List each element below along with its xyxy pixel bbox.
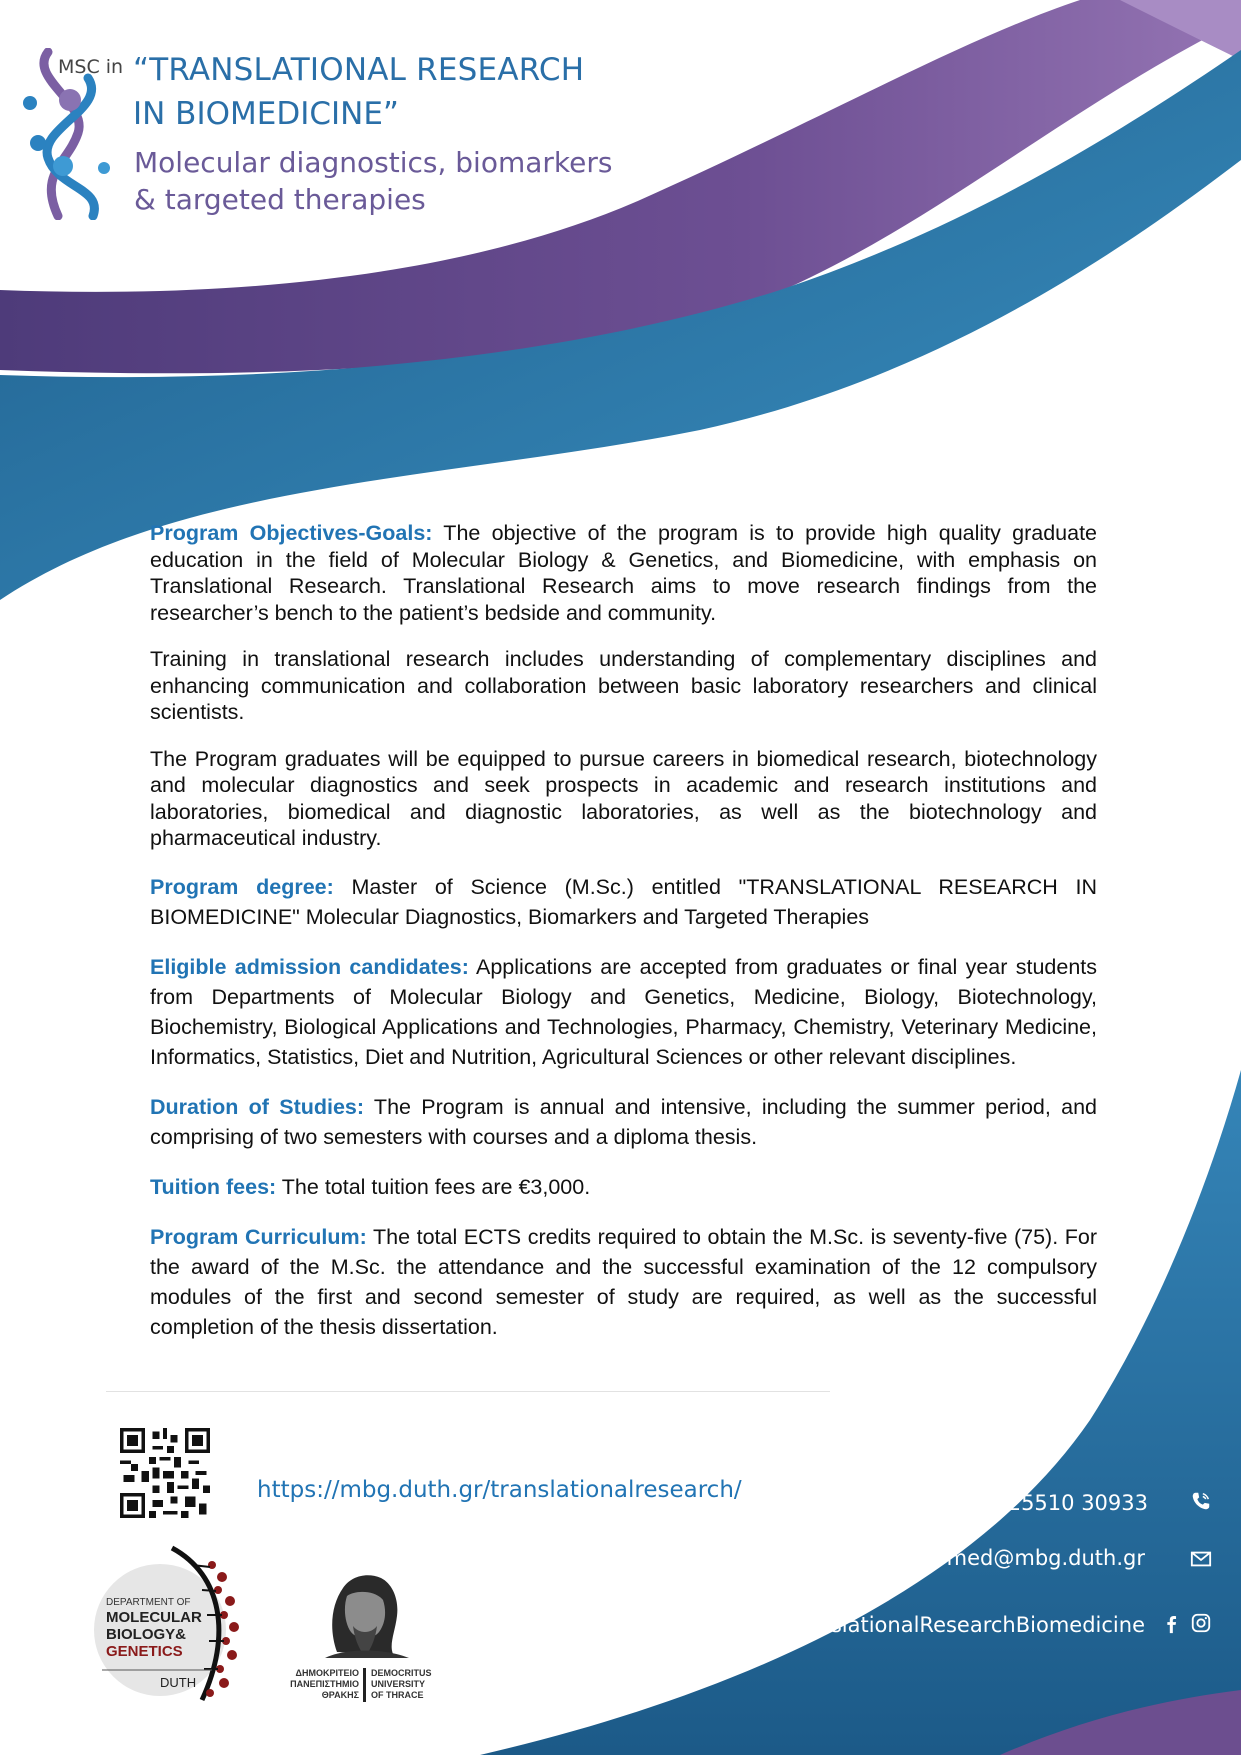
facebook-icon[interactable]	[1160, 1613, 1182, 1635]
duth-english-name	[371, 1668, 432, 1701]
department-logo	[92, 1545, 257, 1705]
objectives-label: Program Objectives-Goals:	[150, 521, 433, 545]
msc-label: MSC in	[58, 56, 124, 78]
duth-greek-name	[287, 1668, 359, 1701]
curriculum-label: Program Curriculum:	[150, 1224, 367, 1249]
objectives-paragraph	[150, 520, 1097, 626]
degree-paragraph	[150, 872, 1097, 932]
duration-text: The Program is annual and intensive, including the summer period, and comprising of two semesters with courses and a diploma thesis.	[150, 1094, 1097, 1149]
phone-number[interactable]: +30 25510 30933	[956, 1491, 1148, 1515]
tuition-text: The total tuition fees are €3,000.	[276, 1174, 591, 1199]
email-icon	[1190, 1548, 1212, 1570]
duth-english-line2: UNIVERSITY	[371, 1679, 426, 1689]
graduates-paragraph: The Program graduates will be equipped to pursue careers in biomedical research, biotechnology and molecular diagnostics and seek prospects in academic and research institutions and laboratories, biomedical and diagnostic laboratories, as well as the biotechnology and pharmaceutical industry.	[150, 746, 1097, 850]
footer-divider	[106, 1391, 830, 1392]
duth-english-line1: DEMOCRITUS	[371, 1668, 432, 1678]
dept-logo-line5: DUTH	[160, 1675, 197, 1690]
dept-logo-line1: DEPARTMENT OF	[106, 1597, 191, 1608]
tuition-label: Tuition fees:	[150, 1174, 277, 1199]
duth-greek-line2: ΠΑΝΕΠΙΣΤΗΜΙΟ	[290, 1679, 359, 1689]
curriculum-paragraph	[150, 1222, 1097, 1342]
duth-english-line3: OF THRACE	[371, 1690, 424, 1700]
qr-code[interactable]	[120, 1428, 210, 1518]
dept-logo-line2: MOLECULAR	[106, 1609, 202, 1626]
phone-icon	[1190, 1490, 1212, 1512]
social-handle-link[interactable]: /TranslationalResearchBiomedicine	[779, 1613, 1145, 1637]
duration-paragraph	[150, 1092, 1097, 1152]
duth-greek-line3: ΘΡΑΚΗΣ	[321, 1690, 359, 1700]
program-description	[150, 520, 1097, 1362]
duth-greek-line1: ΔΗΜΟΚΡΙΤΕΙΟ	[295, 1668, 359, 1678]
eligible-paragraph	[150, 952, 1097, 1072]
degree-label: Program degree:	[150, 874, 334, 899]
duration-label: Duration of Studies:	[150, 1094, 365, 1119]
dept-logo-line4: GENETICS	[106, 1643, 183, 1660]
tuition-paragraph	[150, 1172, 1097, 1202]
dept-logo-line3: BIOLOGY&	[106, 1626, 187, 1643]
email-address[interactable]: PMSTransBiomed@mbg.duth.gr	[813, 1546, 1145, 1570]
objectives-text: The objective of the program is to provide high quality graduate education in the field of Molecular Biology & Genetics, and Biomedicine, with emphasis on Translational Research. Translational Research aims to move research findings from the researcher’s bench to the patient’s bedside and community.	[150, 521, 1098, 625]
eligible-text: Applications are accepted from graduates or final year students from Departments of Molecular Biology and Genetics, Medicine, Biology, Biotechnology, Biochemistry, Biological Applications and Technologies, Pharmacy, Chemistry, Veterinary Medicine, Informatics, Statistics, Diet and Nutrition, Agricultural Sciences or other relevant disciplines.	[150, 954, 1098, 1069]
program-title-line2: IN BIOMEDICINE”	[133, 96, 399, 132]
instagram-icon[interactable]	[1190, 1612, 1212, 1634]
curriculum-text: The total ECTS credits required to obtain the M.Sc. is seventy-five (75). For the award of the M.Sc. the attendance and the successful examination of the 12 compulsory modules of the first and second semester of study are required, as well as the successful completion of the thesis dissertation.	[150, 1224, 1097, 1339]
program-title-line1: “TRANSLATIONAL RESEARCH	[133, 52, 585, 88]
democritus-bust-icon	[285, 1560, 445, 1660]
program-subtitle-line2: & targeted therapies	[134, 183, 426, 216]
training-paragraph: Training in translational research includes understanding of complementary disciplines and enhancing communication and collaboration between basic laboratory researchers and clinical scientists.	[150, 647, 1097, 724]
eligible-label: Eligible admission candidates:	[150, 954, 469, 979]
degree-text: Master of Science (M.Sc.) entitled "TRANSLATIONAL RESEARCH IN BIOMEDICINE" Molecular Diagnostics, Biomarkers and Targeted Therapies	[150, 874, 1097, 929]
university-logo	[285, 1560, 445, 1708]
program-url-link[interactable]: https://mbg.duth.gr/translationalresearch/	[257, 1477, 742, 1503]
duth-logo-separator	[363, 1668, 366, 1702]
program-subtitle-line1: Molecular diagnostics, biomarkers	[134, 146, 613, 179]
